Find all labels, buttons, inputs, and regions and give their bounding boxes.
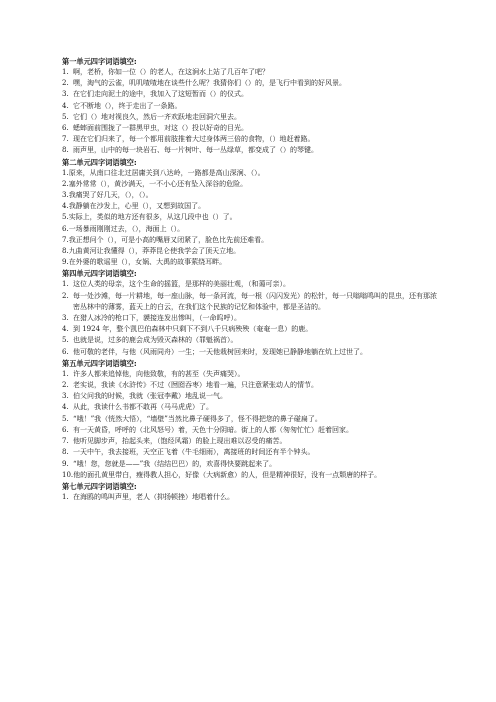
item-text: 到 1924 年，整个凯巴伯森林中只剩下不到八千只病殃殃（奄奄一息）的鹿。: [73, 325, 313, 334]
section-unit-7: [62, 481, 438, 503]
item-text: 我静躺在沙发上，心里（），又想到故国了。: [68, 202, 206, 211]
item-text: 现在它们归来了，每一个都用前肢推着大过身体两三倍的食物，（）地赶着路。: [73, 135, 315, 144]
item-number: 1.: [62, 280, 69, 289]
item-number: 3.: [62, 191, 69, 200]
item-text: “哦！您，您就是——”我（结结巴巴）的，欢喜得快要跳起来了。: [73, 459, 277, 468]
list-item: [62, 101, 438, 112]
item-text: 它们（）地对视良久，然后一齐欢跃地走回洞穴里去。: [73, 112, 241, 121]
item-number: 6.: [62, 224, 69, 233]
section-unit-5: [62, 358, 438, 481]
item-number: 4.: [62, 403, 69, 412]
item-text: 伯父问我的时候，我就（张冠李戴）地乱说一气。: [73, 392, 227, 401]
item-number: 2.: [62, 79, 69, 88]
item-text: 塞外常常（），黄沙满天，一不小心还有坠入深谷的危险。: [68, 179, 248, 188]
item-number: 1.: [62, 492, 69, 501]
item-number: 8.: [62, 448, 69, 457]
item-number: 7.: [62, 235, 69, 244]
list-item: [62, 279, 438, 290]
list-item: [62, 447, 438, 458]
section-unit-2: [62, 157, 438, 269]
list-item: [62, 78, 438, 89]
item-number: 2.: [62, 179, 69, 188]
item-text: 雨声里，山中的每一块岩石、每一片树叶、每一丛绿草，都变成了（）的琴键。: [73, 146, 318, 155]
list-item: [62, 459, 438, 470]
list-item: [62, 145, 438, 156]
item-number: 6.: [62, 347, 69, 356]
item-number: 3.: [62, 314, 69, 323]
item-number: 2.: [62, 381, 69, 390]
item-number: 9.: [62, 459, 69, 468]
list-item: [62, 402, 438, 413]
item-number: 9.: [62, 258, 69, 267]
section-title: 第一单元四字词语填空:: [62, 57, 137, 66]
list-item: [62, 257, 438, 268]
item-number: 5.: [62, 112, 69, 121]
item-number: 6.: [62, 425, 69, 434]
item-text: 在猎人冰冷的枪口下，貘接连发出惨叫，（一命呜呼）。: [73, 314, 241, 323]
item-text: 一天中午，我去接班，天空正飞着（牛毛细雨），离接班的时间还有半个钟头。: [73, 448, 315, 457]
item-number: 5.: [62, 213, 69, 222]
item-text: 实际上，类似的地方还有很多，从这几段中也（）了。: [68, 213, 237, 222]
item-text: 每一处沙滩，每一片耕地，每一座山脉，每一条河流，每一根（闪闪发光）的松针，每一只嗡嗡鸣叫的昆虫，还有那浓密丛林中的薄雾，蓝天上的白云，在我们这个民族的记忆和体验中，都是圣洁的。: [73, 291, 437, 311]
list-item: [62, 224, 438, 235]
list-item: [62, 179, 438, 190]
item-number: 4.: [62, 325, 69, 334]
item-number: 1.: [62, 68, 69, 76]
item-text: 从此，我读什么书都不敢再（马马虎虎）了。: [73, 403, 213, 412]
item-text: 许多人都来追悼他，向他致敬，有的甚至（失声痛哭）。: [73, 369, 245, 378]
section-unit-4: [62, 268, 438, 357]
document-page: [62, 56, 438, 503]
list-item: [62, 190, 438, 201]
list-item: [62, 347, 438, 358]
item-text: 老实说，我读《水浒传》不过（囫囵吞枣）地看一遍，只注意紧张动人的情节。: [73, 381, 318, 390]
list-item: [62, 436, 438, 447]
list-item: [62, 134, 438, 145]
item-number: 7.: [62, 437, 69, 446]
item-text: 他听见脚步声，抬起头来，（饱经风霜）的脸上现出难以忍受的痛苦。: [73, 437, 287, 446]
item-text: 也就是说，过多的鹿会成为毁灭森林的（罪魁祸首）。: [73, 336, 238, 345]
item-text: 九曲黄河让我懂得（），莽莽昆仑使我学会了顶天立地。: [68, 247, 241, 256]
item-text: 在它们走向泥土的途中，我加入了这短暂而（）的仪式。: [73, 90, 248, 99]
list-item: [62, 201, 438, 212]
item-text: 一场暴雨刚刚过去，（），海面上（）。: [68, 224, 185, 233]
list-item: [62, 335, 438, 346]
list-item: [62, 369, 438, 380]
section-title: 第二单元四字词语填空:: [62, 157, 137, 167]
section-title: 第五单元四字词语填空:: [62, 358, 137, 368]
item-text: 有一天黄昏，呼呼的（北风怒号）着，天色十分阴暗。街上的人都（匆匆忙忙）赶着回家。: [73, 425, 353, 434]
list-item: [62, 212, 438, 223]
item-text: 在海鸥的鸣叫声里，老人（抑扬顿挫）地唱着什么。: [73, 492, 234, 501]
list-item: [62, 492, 438, 503]
list-item: [62, 89, 438, 100]
item-number: 3.: [62, 90, 69, 99]
item-number: 1.: [62, 369, 69, 378]
list-item: [62, 123, 438, 134]
item-text: 嘿，淘气的云雀，叽叽喳喳地在谈些什么呢？我猜你们（）的，是飞行中看到的好风景。: [73, 79, 346, 88]
list-item: [62, 112, 438, 123]
item-text: 蟋蟀面前围拢了一群黑甲虫，对这（）投以好奇的目光。: [73, 124, 248, 133]
item-number: 5.: [62, 336, 69, 345]
list-item: [62, 324, 438, 335]
list-item: [62, 391, 438, 402]
item-text: 他可敬的老伴，与他（风雨同舟）一生；一天他栽树回来时，发现她已静静地躺在炕上过世了。: [73, 347, 367, 356]
list-item: [62, 470, 438, 481]
item-number: 7.: [62, 135, 69, 144]
item-number: 2.: [62, 291, 69, 300]
item-number: 8.: [62, 247, 69, 256]
list-item: [62, 380, 438, 391]
item-text: 啊，老桥，你如一位（）的老人，在这涧水上站了几百年了吧？: [73, 68, 269, 76]
section-unit-1: [62, 56, 438, 157]
list-item: [62, 67, 438, 78]
section-title: 第四单元四字词语填空:: [62, 269, 137, 279]
item-number: 4.: [62, 202, 69, 211]
item-text: 这位人类的母亲，这个生命的摇篮，是那样的美丽壮观，（和蔼可亲）。: [73, 280, 290, 289]
list-item: [62, 291, 438, 313]
item-number: 3.: [62, 392, 69, 401]
list-item: [62, 425, 438, 436]
item-number: 1.: [62, 168, 69, 177]
list-item: [62, 235, 438, 246]
item-text: 我痛哭了好几天，（），（）。: [68, 191, 153, 200]
list-item: [62, 246, 438, 257]
item-number: 6.: [62, 124, 69, 133]
item-text: 原来，从南口往北过居庸关到八达岭，一路都是高山深涧、（）。: [68, 168, 265, 177]
section-title: 第七单元四字词语填空:: [62, 481, 137, 491]
item-number: 10.: [62, 470, 74, 479]
item-text: “哦！”我（恍然大悟），“墙壁”当然比鼻子硬得多了，怪不得把您的鼻子碰扁了。: [73, 414, 322, 423]
item-number: 4.: [62, 101, 69, 110]
item-text: 他的面孔黄里带白，瘦得教人担心，好像（大病新愈）的人，但是精神很好，没有一点颓唐的样子。: [73, 470, 382, 479]
list-item: [62, 414, 438, 425]
list-item: [62, 168, 438, 179]
list-item: [62, 313, 438, 324]
item-number: 8.: [62, 146, 69, 155]
item-number: 5.: [62, 414, 69, 423]
item-text: 在外婆的歌谣里（），女娲、大禹的故事萦绕耳畔。: [68, 258, 227, 267]
item-text: 我正想问个（），可是小高的嘴唇又闭紧了，脸色比先前还难看。: [68, 235, 269, 244]
item-text: 它不断地（），终于走出了一条路。: [73, 101, 182, 110]
